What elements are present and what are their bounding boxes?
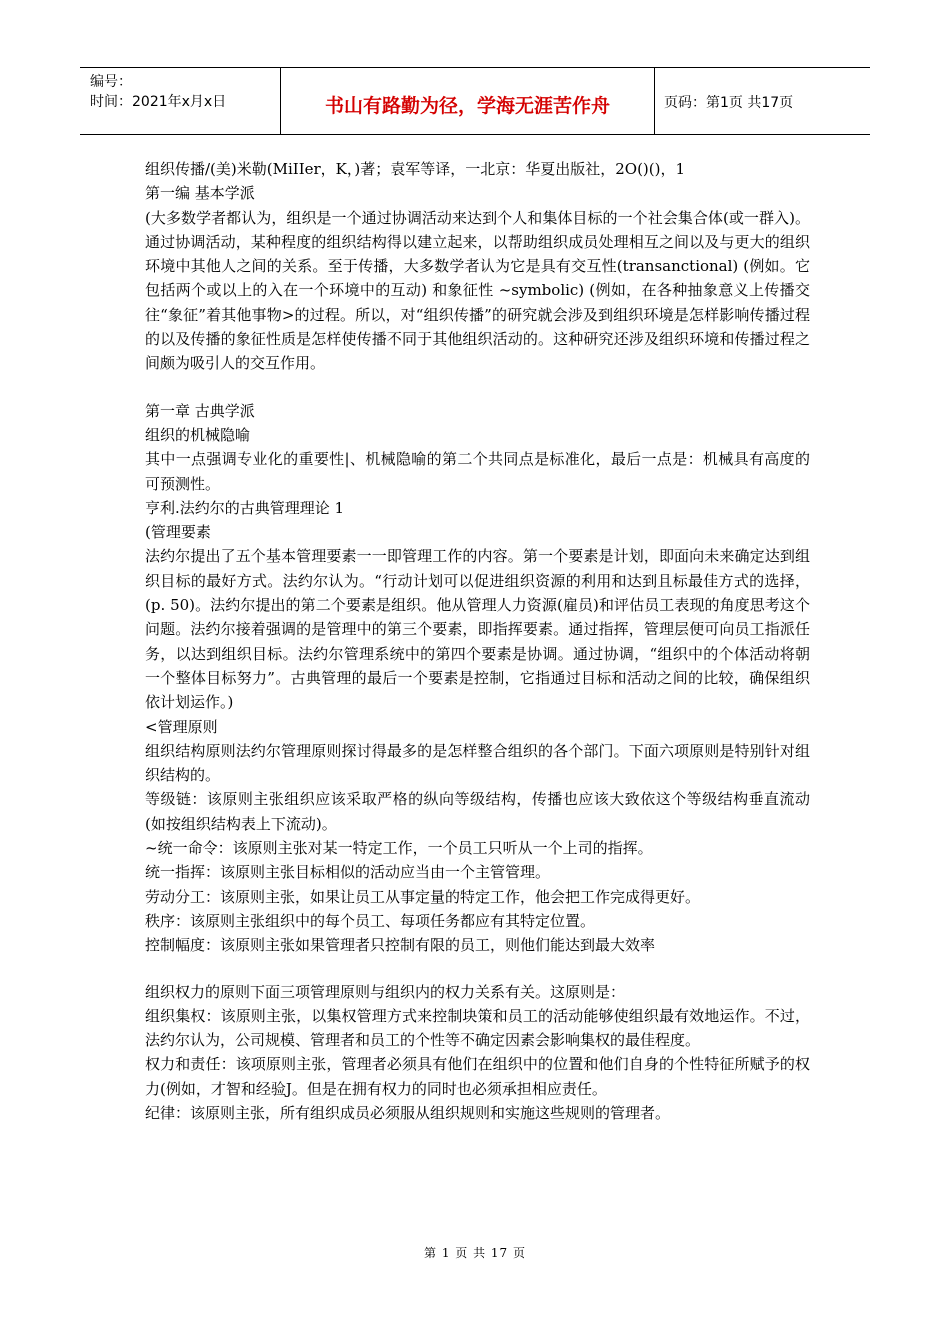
page-header <box>80 67 870 135</box>
principle-item: 秩序：该原则主张组织中的每个员工、每项任务都应有其特定位置。 <box>145 911 596 930</box>
principle-item: 劳动分工：该原则主张，如果让员工从事定量的特定工作，他会把工作完成得更好。 <box>145 887 701 906</box>
intro-paragraph: (大多数学者都认为，组织是一个通过协调活动来达到个人和集体目标的一个社会集合体(或一群入)。通过协调活动，某种程度的组织结构得以建立起来，以帮助组织成员处理相互之间以及与更大的组织环境中其他人之间的关系。至于传播，大多数学者认为它是具有交互性(transanctional) (例如。它包括两个或以上的入在一个环境中的互动) 和象征性 ~symbolic) (例如，在各种抽象意义上传播交往“象征”着其他事物>的过程。所以，对“组织传播”的研究就会涉及到组织环境是怎样影响传播过程的以及传播的象征性质是怎样使传播不同于其他组织活动的。这种研究还涉及组织环境和传播过程之间颇为吸引人的交互作用。 <box>145 208 810 373</box>
paragraph-gap <box>145 958 810 980</box>
body-paragraph: 其中一点强调专业化的重要性|、机械隐喻的第二个共同点是标准化，最后一点是：机械具有高度的可预测性。 <box>145 450 810 493</box>
document-body <box>145 157 810 1125</box>
time-label: 时间：2021年x月x日 <box>90 94 227 110</box>
section-heading: 组织的机械隐喻 <box>145 425 251 444</box>
chapter-heading: 第一章 古典学派 <box>145 401 255 420</box>
body-paragraph: 组织结构原则法约尔管理原则探讨得最多的是怎样整合组织的各个部门。下面六项原则是特别针对组织结构的。 <box>145 741 810 785</box>
principle-item: 纪律：该原则主张，所有组织成员必须服从组织规则和实施这些规则的管理者。 <box>145 1103 671 1122</box>
subsection-heading: <管理原则 <box>145 717 218 736</box>
header-motto: 书山有路勤为径，学海无涯苦作舟 <box>280 68 655 134</box>
number-label: 编号： <box>90 74 132 90</box>
header-page-label: 页码：第1页 共17页 <box>664 95 794 111</box>
principle-item: 权力和责任：该项原则主张，管理者必须具有他们在组织中的位置和他们自身的个性特征所赋予的权力(例如，才智和经验J。但是在拥有权力的同时也必须承担相应责任。 <box>145 1055 810 1098</box>
section-heading: 亨利.法约尔的古典管理理论 1 <box>145 498 345 517</box>
principle-item: 组织集权：该原则主张，以集权管理方式来控制块策和员工的活动能够使组织最有效地运作。不过，法约尔认为，公司规模、管理者和员工的个性等不确定因素会影响集权的最佳程度。 <box>145 1006 810 1050</box>
page-footer: 第 1 页 共 17 页 <box>424 1246 526 1260</box>
subsection-heading: (管理要素 <box>145 523 211 542</box>
citation-line: 组织传播/(美)米勒(MiIIer，K，)著；袁军等译，一北京：华夏出版社，2O()()，1 <box>145 160 686 178</box>
part-heading: 第一编 基本学派 <box>145 184 255 203</box>
body-paragraph: 法约尔提出了五个基本管理要素一一即管理工作的内容。第一个要素是计划，即面向未来确定达到组织目标的最好方式。法约尔认为。“行动计划可以促进组织资源的利用和达到且标最佳方式的选择，(p. 50)。法约尔提出的第二个要素是组织。他从管理人力资源(雇员)和评估员工表现的角度思考这个问题。法约尔接着强调的是管理中的第三个要素，即指挥要素。通过指挥，管理层便可向员工指派任务，以达到组织目标。法约尔管理系统中的第四个要素是协调。通过协调，“组织中的个体活动将朝一个整体目标努力”。古典管理的最后一个要素是控制，它指通过目标和活动之间的比较，确保组织依计划运作。) <box>145 547 810 712</box>
paragraph-gap <box>145 376 810 399</box>
principle-item: 控制幅度：该原则主张如果管理者只控制有限的员工，则他们能达到最大效率 <box>145 936 656 955</box>
principle-item: ~统一命令：该原则主张对某一特定工作，一个员工只听从一个上司的指挥。 <box>145 839 653 858</box>
principle-item: 等级链：该原则主张组织应该采取严格的纵向等级结构，传播也应该大致依这个等级结构垂直流动(如按组织结构表上下流动)。 <box>145 790 810 833</box>
body-paragraph: 组织权力的原则下面三项管理原则与组织内的权力关系有关。这原则是： <box>145 982 626 1001</box>
header-meta <box>80 68 280 134</box>
principle-item: 统一指挥：该原则主张目标相似的活动应当由一个主管管理。 <box>145 863 551 882</box>
